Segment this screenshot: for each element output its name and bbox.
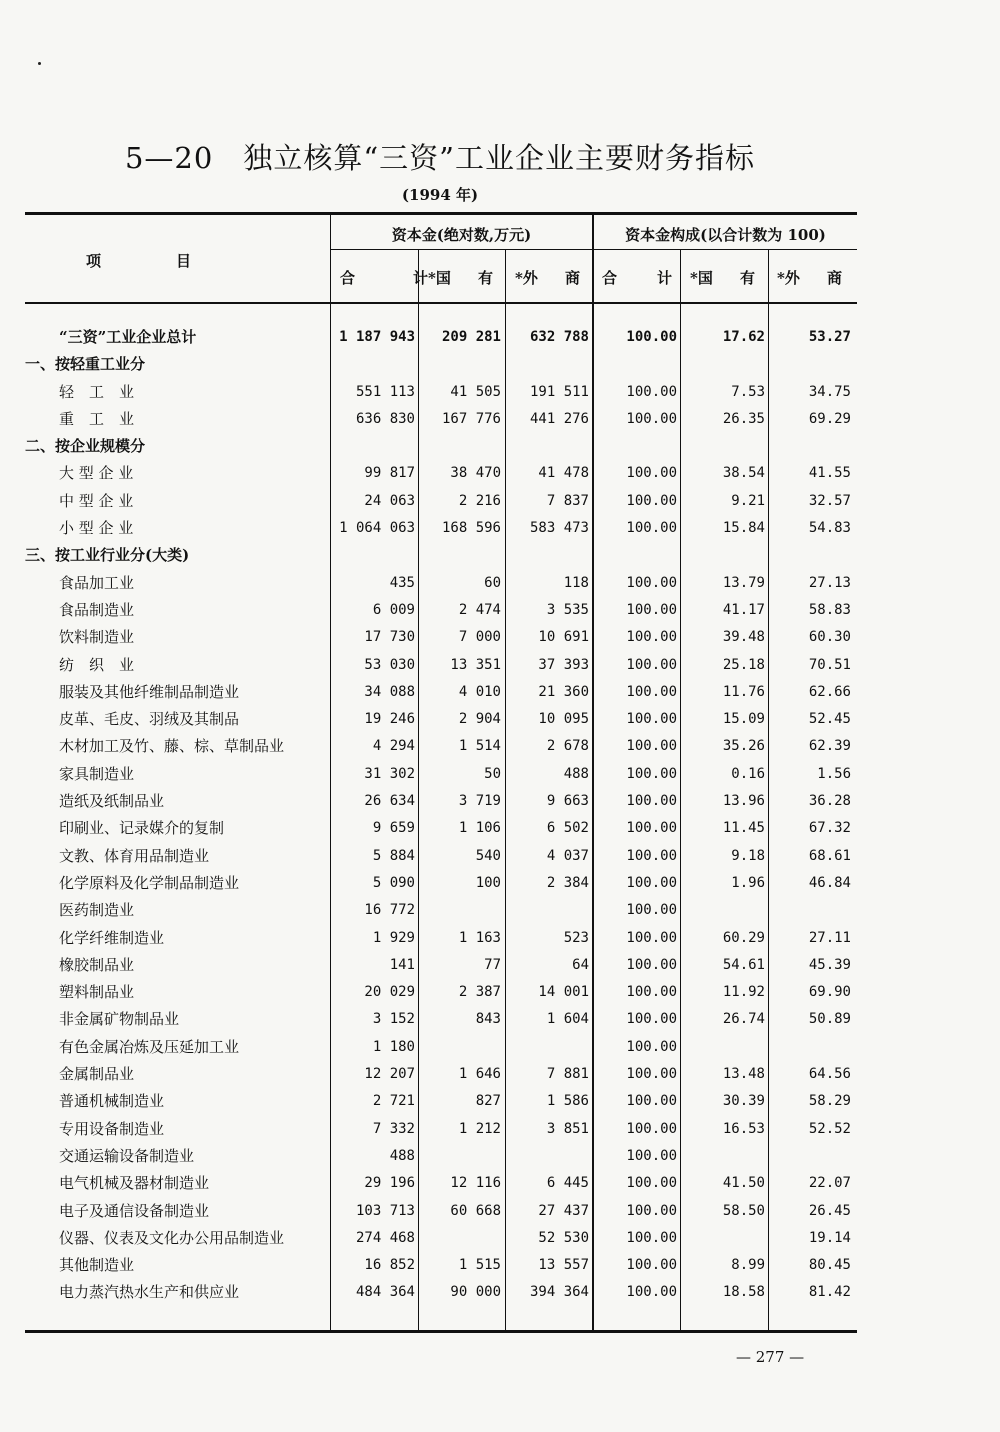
cell-value: 62.66 [808, 683, 851, 700]
cell-value: 38 470 [450, 465, 501, 482]
row-label: 造纸及纸制品业 [59, 792, 165, 811]
cell-value: 41.50 [722, 1175, 765, 1192]
cell-value: 100.00 [626, 1175, 677, 1192]
cell-value: 435 [389, 574, 415, 591]
cell-value: 1 515 [458, 1257, 501, 1274]
cell-value: 15.84 [722, 520, 765, 537]
cell-value: 3 535 [546, 601, 589, 618]
header-item: 项 目 [86, 252, 192, 270]
cell-value: 5 884 [372, 847, 415, 864]
table-row [25, 1006, 857, 1033]
cell-value: 4 010 [458, 683, 501, 700]
cell-value: 1 646 [458, 1066, 501, 1083]
row-label: 仪器、仪表及文化办公用品制造业 [59, 1228, 285, 1247]
cell-value: 3 152 [372, 1011, 415, 1028]
row-label: 橡胶制品业 [59, 955, 135, 974]
cell-value: 1 180 [372, 1038, 415, 1055]
cell-value: 1 929 [372, 929, 415, 946]
cell-value: 35.26 [722, 738, 765, 755]
row-label: “三资”工业企业总计 [59, 328, 197, 346]
cell-value: 77 [484, 956, 501, 973]
cell-value: 16 772 [364, 902, 415, 919]
table-row [25, 706, 857, 733]
row-label: 小 型 企 业 [59, 519, 134, 538]
cell-value: 141 [389, 956, 415, 973]
cell-value: 100.00 [626, 1284, 677, 1301]
table-row [25, 979, 857, 1006]
cell-value: 523 [563, 929, 589, 946]
table-row [25, 406, 857, 433]
cell-value: 7 837 [546, 492, 589, 509]
cell-value: 10 691 [538, 629, 589, 646]
cell-value: 100.00 [626, 601, 677, 618]
table-row [25, 733, 857, 760]
cell-value: 100.00 [626, 683, 677, 700]
cell-value: 100.00 [626, 329, 677, 345]
cell-value: 100.00 [626, 1257, 677, 1274]
table-row [25, 1279, 857, 1306]
cell-value: 13.48 [722, 1066, 765, 1083]
cell-value: 34 088 [364, 683, 415, 700]
row-label: 化学纤维制造业 [59, 928, 165, 947]
cell-value: 100.00 [626, 383, 677, 400]
cell-value: 70.51 [808, 656, 851, 673]
cell-value: 26.74 [722, 1011, 765, 1028]
table-row [25, 1170, 857, 1197]
cell-value: 0.16 [731, 765, 765, 782]
cell-value: 27 437 [538, 1202, 589, 1219]
row-label: 有色金属冶炼及压延加工业 [59, 1037, 240, 1056]
cell-value: 90 000 [450, 1284, 501, 1301]
row-label: 食品加工业 [59, 573, 135, 592]
bottom-rule [25, 1330, 857, 1333]
row-label: 三、按工业行业分(大类) [25, 546, 190, 565]
row-label: 金属制品业 [59, 1065, 135, 1084]
cell-value: 12 116 [450, 1175, 501, 1192]
cell-value: 100.00 [626, 738, 677, 755]
cell-value: 27.13 [808, 574, 851, 591]
header-group-capital: 资本金(绝对数,万元) [391, 226, 532, 244]
row-label: 普通机械制造业 [59, 1092, 165, 1111]
cell-value: 488 [389, 1147, 415, 1164]
cell-value: 52.45 [808, 711, 851, 728]
cell-value: 50 [484, 765, 501, 782]
cell-value: 9 663 [546, 793, 589, 810]
cell-value: 38.54 [722, 465, 765, 482]
table-row [25, 679, 857, 706]
cell-value: 7.53 [731, 383, 765, 400]
table-row [25, 597, 857, 624]
cell-value: 2 904 [458, 711, 501, 728]
cell-value: 50.89 [808, 1011, 851, 1028]
cell-value: 1 064 063 [339, 520, 415, 537]
cell-value: 100.00 [626, 874, 677, 891]
cell-value: 551 113 [355, 383, 415, 400]
section-row [25, 542, 857, 569]
cell-value: 2 216 [458, 492, 501, 509]
cell-value: 441 276 [529, 410, 589, 427]
cell-value: 16 852 [364, 1257, 415, 1274]
cell-value: 9.18 [731, 847, 765, 864]
row-label: 皮革、毛皮、羽绒及其制品 [59, 710, 240, 729]
cell-value: 32.57 [808, 492, 851, 509]
cell-value: 26.35 [722, 410, 765, 427]
cell-value: 6 009 [372, 601, 415, 618]
row-label: 二、按企业规模分 [25, 437, 146, 456]
cell-value: 100.00 [626, 465, 677, 482]
table-row [25, 1034, 857, 1061]
cell-value: 100.00 [626, 410, 677, 427]
cell-value: 54.83 [808, 520, 851, 537]
cell-value: 1 212 [458, 1120, 501, 1137]
cell-value: 100.00 [626, 1202, 677, 1219]
cell-value: 58.83 [808, 601, 851, 618]
cell-value: 41 505 [450, 383, 501, 400]
cell-value: 64 [572, 956, 589, 973]
cell-value: 6 502 [546, 820, 589, 837]
row-label: 饮料制造业 [59, 628, 135, 647]
table-row [25, 570, 857, 597]
cell-value: 100.00 [626, 793, 677, 810]
row-label: 文教、体育用品制造业 [59, 846, 210, 865]
cell-value: 100.00 [626, 1066, 677, 1083]
cell-value: 1.96 [731, 874, 765, 891]
row-label: 家具制造业 [59, 764, 135, 783]
table-row [25, 1116, 857, 1143]
cell-value: 394 364 [529, 1284, 589, 1301]
table-row [25, 870, 857, 897]
cell-value: 100.00 [626, 574, 677, 591]
cell-value: 58.50 [722, 1202, 765, 1219]
header-rule [25, 302, 857, 304]
header-col-state: *国 有 [428, 269, 493, 287]
section-row [25, 351, 857, 378]
cell-value: 13.96 [722, 793, 765, 810]
cell-value: 100.00 [626, 820, 677, 837]
row-label: 轻 工 业 [59, 382, 135, 401]
cell-value: 13 351 [450, 656, 501, 673]
cell-value: 58.29 [808, 1093, 851, 1110]
cell-value: 99 817 [364, 465, 415, 482]
cell-value: 100.00 [626, 956, 677, 973]
cell-value: 31 302 [364, 765, 415, 782]
row-label: 医药制造业 [59, 901, 135, 920]
cell-value: 2 678 [546, 738, 589, 755]
cell-value: 13 557 [538, 1257, 589, 1274]
table-row [25, 1088, 857, 1115]
row-label: 食品制造业 [59, 600, 135, 619]
cell-value: 12 207 [364, 1066, 415, 1083]
cell-value: 13.79 [722, 574, 765, 591]
row-label: 木材加工及竹、藤、棕、草制品业 [59, 737, 285, 756]
page-number: — 277 — [736, 1348, 805, 1366]
cell-value: 1 187 943 [339, 329, 415, 345]
cell-value: 26 634 [364, 793, 415, 810]
cell-value: 25.18 [722, 656, 765, 673]
cell-value: 34.75 [808, 383, 851, 400]
cell-value: 168 596 [441, 520, 501, 537]
table-row [25, 1225, 857, 1252]
table-row [25, 652, 857, 679]
table-row [25, 379, 857, 406]
cell-value: 100 [475, 874, 501, 891]
cell-value: 9.21 [731, 492, 765, 509]
header-group-structure: 资本金构成(以合计数为 100) [625, 226, 826, 244]
row-label: 中 型 企 业 [59, 491, 134, 510]
row-label: 其他制造业 [59, 1256, 135, 1275]
cell-value: 21 360 [538, 683, 589, 700]
cell-value: 2 387 [458, 984, 501, 1001]
cell-value: 100.00 [626, 1038, 677, 1055]
cell-value: 20 029 [364, 984, 415, 1001]
cell-value: 53 030 [364, 656, 415, 673]
row-label: 专用设备制造业 [59, 1119, 165, 1138]
total-row [25, 324, 857, 351]
cell-value: 2 384 [546, 874, 589, 891]
cell-value: 69.29 [808, 410, 851, 427]
row-label: 交通运输设备制造业 [59, 1146, 195, 1165]
row-label: 纺 织 业 [59, 655, 135, 674]
header-col-total-pct: 合 计 [602, 269, 672, 287]
row-label: 电力蒸汽热水生产和供应业 [59, 1283, 240, 1302]
cell-value: 41 478 [538, 465, 589, 482]
cell-value: 274 468 [355, 1229, 415, 1246]
cell-value: 118 [563, 574, 589, 591]
cell-value: 100.00 [626, 1147, 677, 1164]
table-row [25, 488, 857, 515]
cell-value: 100.00 [626, 902, 677, 919]
cell-value: 24 063 [364, 492, 415, 509]
cell-value: 1 514 [458, 738, 501, 755]
row-label: 一、按轻重工业分 [25, 355, 146, 374]
cell-value: 100.00 [626, 929, 677, 946]
cell-value: 52 530 [538, 1229, 589, 1246]
cell-value: 62.39 [808, 738, 851, 755]
cell-value: 3 851 [546, 1120, 589, 1137]
cell-value: 100.00 [626, 1120, 677, 1137]
cell-value: 37 393 [538, 656, 589, 673]
table-row [25, 460, 857, 487]
cell-value: 80.45 [808, 1257, 851, 1274]
cell-value: 19.14 [808, 1229, 851, 1246]
cell-value: 52.52 [808, 1120, 851, 1137]
cell-value: 1 604 [546, 1011, 589, 1028]
cell-value: 60 668 [450, 1202, 501, 1219]
row-label: 大 型 企 业 [59, 464, 134, 483]
cell-value: 100.00 [626, 984, 677, 1001]
row-label: 电气机械及器材制造业 [59, 1174, 210, 1193]
cell-value: 827 [475, 1093, 501, 1110]
cell-value: 81.42 [808, 1284, 851, 1301]
cell-value: 22.07 [808, 1175, 851, 1192]
row-label: 电子及通信设备制造业 [59, 1201, 210, 1220]
cell-value: 36.28 [808, 793, 851, 810]
cell-value: 64.56 [808, 1066, 851, 1083]
table-row [25, 624, 857, 651]
cell-value: 103 713 [355, 1202, 415, 1219]
cell-value: 11.45 [722, 820, 765, 837]
cell-value: 209 281 [441, 329, 501, 345]
cell-value: 68.61 [808, 847, 851, 864]
table-row [25, 761, 857, 788]
cell-value: 67.32 [808, 820, 851, 837]
cell-value: 1.56 [817, 765, 851, 782]
cell-value: 8.99 [731, 1257, 765, 1274]
cell-value: 54.61 [722, 956, 765, 973]
cell-value: 100.00 [626, 1011, 677, 1028]
section-row [25, 433, 857, 460]
table-row [25, 843, 857, 870]
cell-value: 6 445 [546, 1175, 589, 1192]
cell-value: 7 000 [458, 629, 501, 646]
table-row [25, 815, 857, 842]
cell-value: 191 511 [529, 383, 589, 400]
cell-value: 100.00 [626, 629, 677, 646]
scan-speck [38, 62, 41, 65]
cell-value: 488 [563, 765, 589, 782]
cell-value: 39.48 [722, 629, 765, 646]
row-label: 非金属矿物制品业 [59, 1010, 180, 1029]
table-row [25, 897, 857, 924]
table-body [25, 324, 857, 1307]
cell-value: 69.90 [808, 984, 851, 1001]
group-header-rule [330, 249, 857, 250]
cell-value: 17.62 [722, 329, 765, 345]
row-label: 印刷业、记录媒介的复制 [59, 819, 225, 838]
cell-value: 1 106 [458, 820, 501, 837]
cell-value: 27.11 [808, 929, 851, 946]
header-col-total: 合 计 [340, 269, 428, 287]
cell-value: 60 [484, 574, 501, 591]
cell-value: 29 196 [364, 1175, 415, 1192]
table-row [25, 1061, 857, 1088]
cell-value: 5 090 [372, 874, 415, 891]
cell-value: 60.29 [722, 929, 765, 946]
cell-value: 4 037 [546, 847, 589, 864]
cell-value: 100.00 [626, 847, 677, 864]
cell-value: 19 246 [364, 711, 415, 728]
table-row [25, 788, 857, 815]
cell-value: 11.92 [722, 984, 765, 1001]
row-label: 重 工 业 [59, 409, 135, 428]
cell-value: 632 788 [529, 329, 589, 345]
row-label: 服装及其他纤维制品制造业 [59, 682, 240, 701]
cell-value: 60.30 [808, 629, 851, 646]
cell-value: 9 659 [372, 820, 415, 837]
table-year: (1994 年) [401, 186, 479, 204]
cell-value: 7 332 [372, 1120, 415, 1137]
header-col-state-pct: *国 有 [690, 269, 755, 287]
cell-value: 636 830 [355, 410, 415, 427]
cell-value: 100.00 [626, 656, 677, 673]
header-col-foreign: *外 商 [515, 269, 580, 287]
cell-value: 16.53 [722, 1120, 765, 1137]
table-row [25, 1143, 857, 1170]
cell-value: 100.00 [626, 520, 677, 537]
table-title: 5—20 独立核算“三资”工业企业主要财务指标 [124, 141, 755, 175]
cell-value: 100.00 [626, 1229, 677, 1246]
cell-value: 100.00 [626, 765, 677, 782]
cell-value: 167 776 [441, 410, 501, 427]
cell-value: 11.76 [722, 683, 765, 700]
top-rule [25, 212, 857, 215]
table-row [25, 925, 857, 952]
cell-value: 484 364 [355, 1284, 415, 1301]
cell-value: 1 163 [458, 929, 501, 946]
cell-value: 18.58 [722, 1284, 765, 1301]
cell-value: 15.09 [722, 711, 765, 728]
cell-value: 100.00 [626, 492, 677, 509]
cell-value: 843 [475, 1011, 501, 1028]
cell-value: 26.45 [808, 1202, 851, 1219]
cell-value: 3 719 [458, 793, 501, 810]
cell-value: 10 095 [538, 711, 589, 728]
cell-value: 583 473 [529, 520, 589, 537]
cell-value: 30.39 [722, 1093, 765, 1110]
row-label: 化学原料及化学制品制造业 [59, 873, 240, 892]
cell-value: 46.84 [808, 874, 851, 891]
cell-value: 53.27 [808, 329, 851, 345]
cell-value: 41.55 [808, 465, 851, 482]
row-label: 塑料制品业 [59, 983, 135, 1002]
cell-value: 17 730 [364, 629, 415, 646]
cell-value: 7 881 [546, 1066, 589, 1083]
cell-value: 2 474 [458, 601, 501, 618]
cell-value: 540 [475, 847, 501, 864]
cell-value: 41.17 [722, 601, 765, 618]
cell-value: 100.00 [626, 1093, 677, 1110]
table-row [25, 952, 857, 979]
cell-value: 1 586 [546, 1093, 589, 1110]
table-row [25, 515, 857, 542]
table-row [25, 1198, 857, 1225]
cell-value: 2 721 [372, 1093, 415, 1110]
cell-value: 14 001 [538, 984, 589, 1001]
cell-value: 45.39 [808, 956, 851, 973]
cell-value: 100.00 [626, 711, 677, 728]
table-row [25, 1252, 857, 1279]
header-col-foreign-pct: *外 商 [777, 269, 842, 287]
cell-value: 4 294 [372, 738, 415, 755]
